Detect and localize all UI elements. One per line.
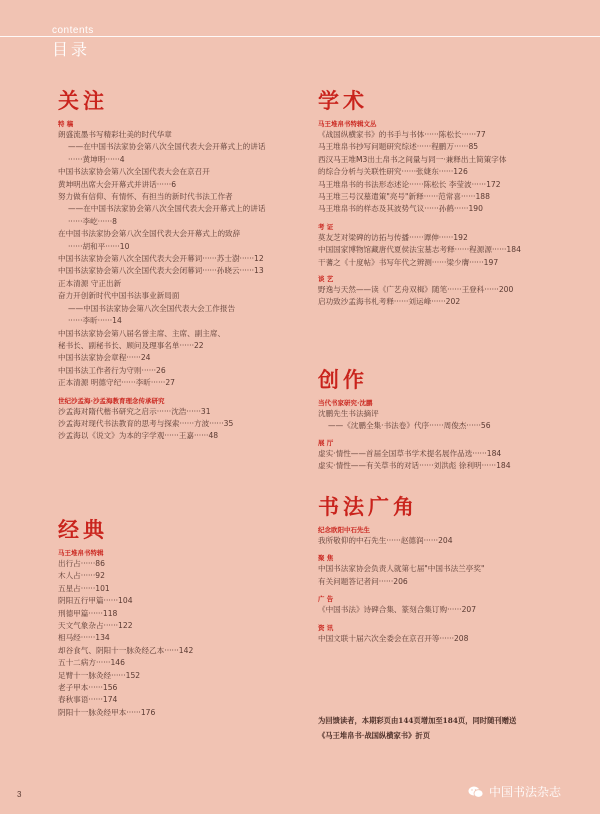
entries [318,232,568,269]
toc-entry: 中国书法家协会负责人就第七届"中国书法兰亭奖" [318,564,485,574]
header-english-title: contents [52,25,94,36]
toc-entry: 干蓍之《十度帖》书写年代之辨测······梁少膺······197 [318,257,499,267]
toc-entry: 启功致沙孟海书札考释······刘运峰······202 [318,297,461,307]
section-title: 创作 [318,367,368,392]
toc-entry: 中国书法家协会章程······24 [58,353,151,363]
page-title: 目录 [52,40,91,59]
toc-entry: ——中国书法家协会第八次全国代表大会工作报告 [68,303,236,313]
toc-entry: 中国书法工作者行为守则······26 [58,365,166,375]
toc-entry: 沙孟海对现代书法教育的思考与探索······方波······35 [58,418,234,428]
entries [318,129,568,216]
watermark-text: 中国书法杂志 [489,785,562,799]
toc-entry: 西汉马王堆M3出土帛书之间量与同一·兼释出土简策字体 [318,154,507,164]
group [318,398,568,433]
toc-entry: 中国书法家协会第八次全国代表大会闭幕词······孙晓云······13 [58,266,264,276]
wechat-icon [468,785,484,799]
entries [318,284,568,309]
toc-entry: ······黄坤明······4 [68,154,125,164]
subsection-label: 资 讯 [318,623,334,632]
entries [318,408,568,433]
toc-entry: 虚实·情性——首届全国草书学术提名展作品选······184 [318,448,502,458]
toc-entry: 天文气象杂占······122 [58,621,133,631]
toc-entry: 马王堆帛书的书法形态述论······陈松长 李莹波······172 [318,179,501,189]
toc-entry: 中国书法家协会第八次全国代表大会在京召开 [58,167,210,177]
toc-entry: 莫友芝对梁碑的访拓与传播······谭伸······192 [318,232,468,242]
reader-note-line-2: 《马王堆帛书·战国纵横家书》折页 [318,731,430,740]
toc-entry: 正本清源 明德守纪······李昕······27 [58,378,175,388]
section-chuangzuo [318,367,568,473]
toc-entry: 春秋事语······174 [58,695,118,705]
entries [318,563,568,588]
toc-entry: 中国书法家协会第八届名誉主席、主席、副主席、 [58,328,226,338]
subsection-label: 广 告 [318,595,334,604]
toc-entry: ——《沈鹏全集·书法卷》代序······周俊杰······56 [328,421,491,431]
subsection-label: 世纪沙孟海·沙孟海教育理念传承研究 [58,396,165,405]
section-jingdian [58,517,308,719]
section-title: 经典 [58,517,108,542]
toc-entry: ——在中国书法家协会第八次全国代表大会开幕式上的讲话 [68,204,266,214]
subsection-label: 考 证 [318,222,334,231]
toc-entry: 五十二病方······146 [58,658,125,668]
group [318,594,568,616]
toc-entry: 《战国纵横家书》的书手与书体······陈松长······77 [318,130,486,139]
subsection-label: 聚 焦 [318,554,334,563]
toc-entry: 马王堆帛书的样态及其波势气议······孙鹤······190 [318,204,483,214]
toc-entry: 野逸与天然——读《广艺舟双楫》随笔······王登科······200 [318,285,514,295]
toc-entry: 在中国书法家协会第八次全国代表大会开幕式上的致辞 [58,229,241,239]
subsection-label: 特 稿 [58,120,74,128]
toc-entry: 黄坤明出席大会开幕式并讲话······6 [58,179,177,189]
section-title: 学术 [318,88,368,113]
toc-entry: 沙孟海对隋代楷书研究之启示······沈浩······31 [58,406,211,416]
toc-entry: ······胡和平······10 [68,241,130,251]
toc-entry: 阴阳十一脉灸经甲本······176 [58,707,156,717]
entries [318,604,568,616]
toc-entry: 马王堆帛书抄写问题研究综述······程鹏万······85 [318,142,479,152]
entries [58,406,308,443]
subsection-label: 谈 艺 [318,275,334,284]
subsection-label: 马王堆帛书特辑文丛 [318,120,377,128]
group [318,274,568,309]
toc-entry: 五星占······101 [58,583,110,593]
page-number: 3 [17,790,22,799]
group [58,548,308,719]
group [318,623,568,645]
toc-entry: 刑德甲篇······118 [58,608,118,618]
section-title: 关注 [58,88,108,113]
toc-entry: 马王堆三号汉墓遣策"亮号"新释······范常喜······188 [318,192,490,202]
watermark [468,783,561,800]
toc-entry: ——在中国书法家协会第八次全国代表大会开幕式上的讲话 [68,142,266,152]
toc-entry: 秘书长、副秘书长、顾问及理事名单······22 [58,340,204,350]
group-list [58,119,308,443]
entries [318,448,568,473]
section-guanzhu [58,88,308,443]
group [58,396,308,443]
toc-entry: 阴阳五行甲篇······104 [58,596,133,606]
subsection-label: 展 厅 [318,438,334,447]
toc-entry: 努力做有信仰、有情怀、有担当的新时代书法工作者 [58,192,233,202]
toc-entry: 我所敬仰的中石先生······赵德润······204 [318,536,453,545]
toc-entry: 有关问题答记者问······206 [318,576,408,586]
group [318,222,568,269]
toc-entry: 的综合分析与关联性研究······张婕东······126 [318,167,468,177]
header [0,0,600,62]
subsection-label: 当代书家研究·沈鹏 [318,399,373,407]
entries [58,129,308,390]
toc-entry: 木人占······92 [58,571,105,581]
toc-entry: 朗盛流墨书写精彩壮美的时代华章 [58,130,172,139]
toc-entry: 中国文联十届六次全委会在京召开等······208 [318,633,469,643]
group [58,119,308,390]
toc-entry: 中国书法家协会第八次全国代表大会开幕词······苏士澍······12 [58,254,264,264]
toc-entry: 老子甲本······156 [58,683,118,693]
toc-entry: 却谷食气、阴阳十一脉灸经乙本······142 [58,645,194,655]
group [318,438,568,473]
toc-entry: 中国国家博物馆藏唐代夏侯法宝墓志考释······程源源······184 [318,245,521,255]
subsection-label: 马王堆帛书特辑 [58,549,104,557]
entries [318,633,568,645]
toc-entry: ······李屹······8 [68,216,117,226]
toc-entry: 《中国书法》诗碑合集、篆刻合集订购······207 [318,605,477,615]
toc-entry: 正本清源 守正出新 [58,278,122,288]
toc-entry: 出行占······86 [58,559,105,568]
subsection-label: 纪念欧阳中石先生 [318,526,370,534]
group [318,553,568,588]
toc-entry: 奋力开创新时代中国书法事业新局面 [58,291,180,301]
toc-entry: 虚实·情性——有关草书的对话······刘洪彪 徐利明······184 [318,461,511,471]
section-xueshu [318,88,568,309]
toc-entry: 足臂十一脉灸经······152 [58,670,141,680]
toc-entry: 沈鹏先生书法摘评 [318,409,379,418]
entries [318,535,568,547]
section-guangjiao [318,494,568,645]
toc-entry: 沙孟海以《说文》为本的字学观······王嘉······48 [58,431,219,441]
toc-entry: ······李昕······14 [68,316,122,326]
group [318,525,568,547]
reader-note-line-1: 为回馈读者，本期彩页由144页增加至184页，同时随刊赠送 [318,716,517,725]
section-title: 书法广角 [318,494,418,519]
entries [58,558,308,719]
group [318,119,568,216]
toc-entry: 相马经······134 [58,633,110,643]
